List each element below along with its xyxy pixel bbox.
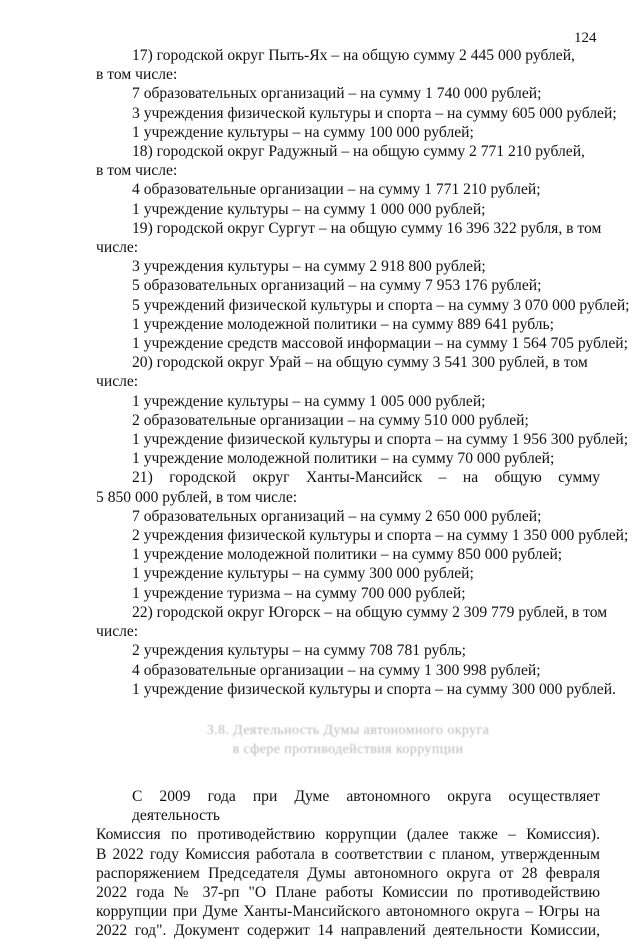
text-line: 1 учреждение культуры – на сумму 1 005 000 рублей; [132, 392, 486, 410]
text-line: 7 образовательных организаций – на сумму 2 650 000 рублей; [132, 507, 542, 525]
text-line: 22) городской округ Югорск – на общую сумму 2 309 779 рублей, в том [132, 603, 608, 621]
text-line: 4 образовательные организации – на сумму 1 300 998 рублей; [132, 661, 541, 679]
section-heading-line-1: 3.8. Деятельность Думы автономного округа [206, 722, 490, 738]
text-line: числе: [96, 373, 139, 391]
text-line: 21) городской округ Ханты-Мансийск – на общую сумму [132, 469, 600, 487]
paragraph-line: коррупции при Думе Ханты-Мансийского автономного округа – Югры на [96, 903, 600, 921]
text-line: 1 учреждение молодежной политики – на сумму 850 000 рублей; [132, 546, 563, 564]
text-line: 3 учреждения культуры – на сумму 2 918 800 рублей; [132, 258, 486, 276]
paragraph-line: В 2022 году Комиссия работала в соответствии с планом, утвержденным [96, 845, 600, 863]
municipality-funding-list [96, 46, 630, 699]
text-line: 5 учреждений физической культуры и спорта – на сумму 3 070 000 рублей; [132, 296, 630, 314]
text-line: 1 учреждение физической культуры и спорта – на сумму 300 000 рублей. [132, 680, 616, 698]
text-line: 5 образовательных организаций – на сумму 7 953 176 рублей; [132, 277, 542, 295]
section-heading [96, 721, 600, 759]
text-line: числе: [96, 623, 139, 641]
text-line: 18) городской округ Радужный – на общую сумму 2 771 210 рублей, [132, 143, 585, 161]
paragraph-line: распоряжением Председателя Думы автономного округа от 28 февраля [96, 864, 600, 882]
text-line: 1 учреждение культуры – на сумму 100 000 рублей; [132, 123, 474, 141]
text-line: числе: [96, 239, 139, 257]
text-line: 5 850 000 рублей, в том числе: [96, 488, 298, 506]
text-line: 1 учреждение средств массовой информации – на сумму 1 564 705 рублей; [132, 335, 628, 353]
paragraph-line: 2022 год". Документ содержит 14 направлений деятельности Комиссии, [96, 922, 600, 940]
text-line: в том числе: [96, 66, 178, 84]
text-line: 17) городской округ Пыть-Ях – на общую сумму 2 445 000 рублей, [132, 47, 575, 64]
text-line: 19) городской округ Сургут – на общую сумму 16 396 322 рубля, в том [132, 219, 602, 237]
text-line: 2 учреждения физической культуры и спорта – на сумму 1 350 000 рублей; [132, 527, 629, 545]
text-line: 20) городской округ Урай – на общую сумму 3 541 300 рублей, в том [132, 354, 588, 372]
text-line: 7 образовательных организаций – на сумму 1 740 000 рублей; [132, 85, 542, 103]
text-line: 4 образовательные организации – на сумму 1 771 210 рублей; [132, 181, 541, 199]
paragraph-line: С 2009 года при Думе автономного округа осуществляет деятельность [132, 787, 600, 825]
text-line: 1 учреждение молодежной политики – на сумму 889 641 рубль; [132, 315, 554, 333]
text-line: 2 учреждения культуры – на сумму 708 781 рубль; [132, 642, 466, 660]
commission-paragraph [96, 787, 600, 941]
page-number: 124 [574, 30, 597, 46]
section-heading-line-2: в сфере противодействия коррупции [232, 741, 464, 757]
text-line: 1 учреждение туризма – на сумму 700 000 рублей; [132, 584, 466, 602]
text-line: в том числе: [96, 162, 178, 180]
paragraph-line: 2022 года № 37-рп "О Плане работы Комиссии по противодействию [96, 883, 600, 901]
paragraph-line: Комиссия по противодействию коррупции (далее также – Комиссия). [96, 826, 600, 844]
text-line: 3 учреждения физической культуры и спорта – на сумму 605 000 рублей; [132, 104, 617, 122]
page-content [96, 46, 630, 941]
text-line: 1 учреждение физической культуры и спорта – на сумму 1 956 300 рублей; [132, 431, 629, 449]
text-line: 2 образовательные организации – на сумму 510 000 рублей; [132, 411, 529, 429]
text-line: 1 учреждение культуры – на сумму 1 000 000 рублей; [132, 200, 486, 218]
text-line: 1 учреждение культуры – на сумму 300 000 рублей; [132, 565, 474, 583]
text-line: 1 учреждение молодежной политики – на сумму 70 000 рублей; [132, 450, 555, 468]
